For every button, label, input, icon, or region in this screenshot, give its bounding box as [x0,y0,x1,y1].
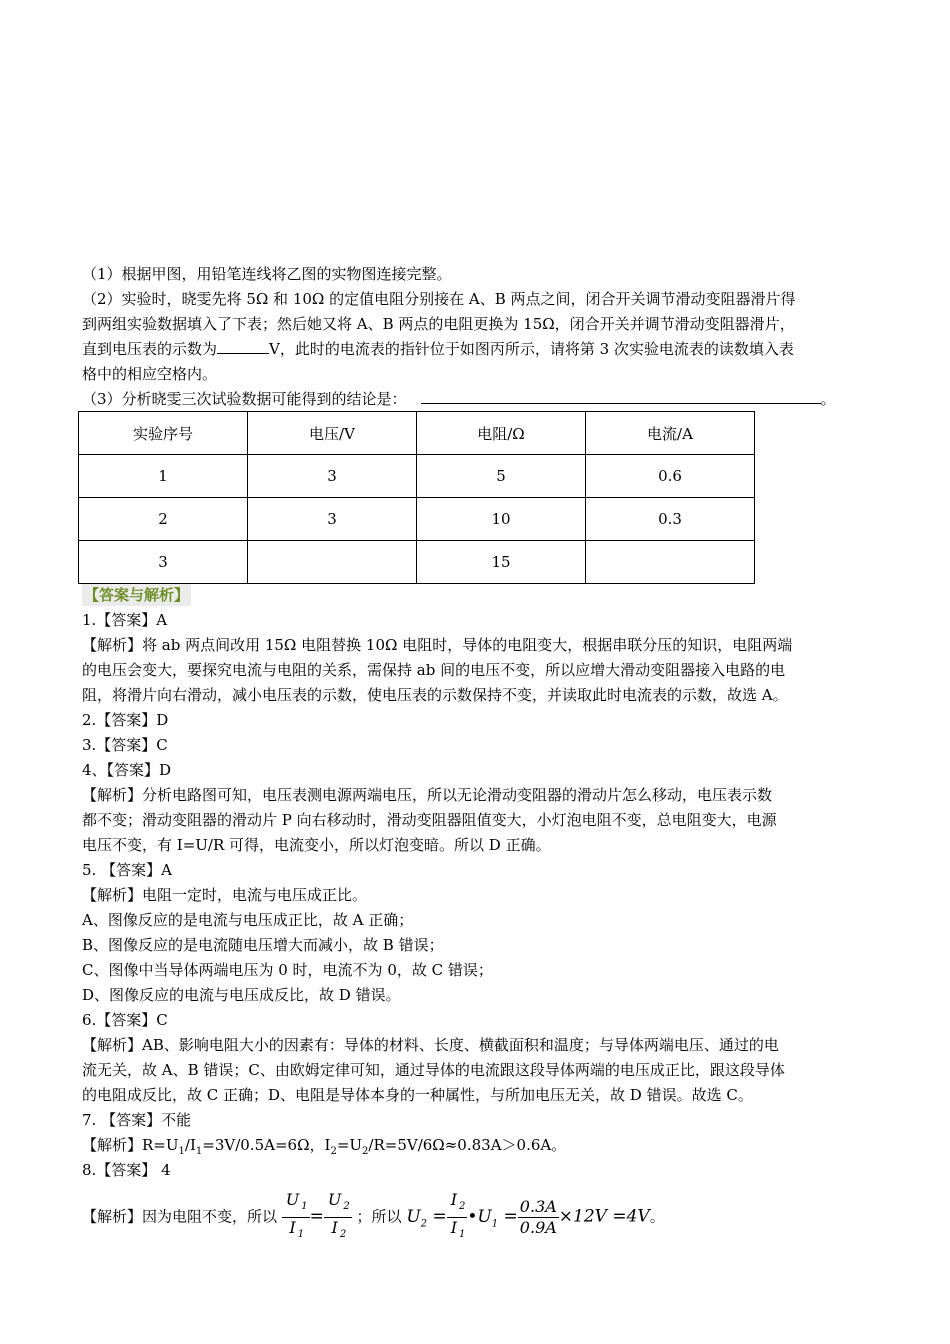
question-2-line-3 [82,337,872,361]
explanation-text: 【解析】因为电阻不变，所以 [82,1207,278,1226]
numerator: U [327,1190,342,1209]
table-header: 电阻/Ω [417,412,586,455]
answer-5-option-d: D、图像反应的电流与电压成反比，故 D 错误。 [82,986,401,1004]
times-u1 [467,1206,499,1230]
experiment-data-table [78,411,755,584]
formula-part: R=U [142,1136,179,1154]
table-row [79,498,755,541]
answer-section-heading: 【答案与解析】 [84,586,190,604]
table-header: 电压/V [248,412,417,455]
table-cell-empty[interactable] [248,541,417,584]
table-cell: 3 [248,455,417,498]
voltage-answer-blank[interactable] [217,353,269,354]
subscript: 1 [459,1229,466,1241]
symbol: U [406,1206,421,1227]
subscript: 2 [343,1201,350,1213]
fraction-u2-i2 [324,1190,352,1245]
answer-5-option-b: B、图像反应的是电流随电压增大而减小，故 B 错误； [82,936,444,954]
subscript: 1 [301,1201,308,1213]
table-cell: 2 [79,498,248,541]
table-cell: 3 [79,541,248,584]
answer-4-explanation: 电压不变，有 I=U/R 可得，电流变小，所以灯泡变暗。所以 D 正确。 [82,836,551,854]
numerator: U [285,1190,300,1209]
answer-8: 8.【答案】 4 [82,1161,171,1179]
answer-5-option-c: C、图像中当导体两端电压为 0 时，电流不为 0，故 C 错误； [82,961,493,979]
denominator: I [450,1218,458,1238]
explanation-label: 【解析】 [82,1136,143,1154]
question-2-line-2: 到两组实验数据填入了下表；然后她又将 A、B 两点的电阻更换为 15Ω，闭合开关并调节滑动变阻器滑片， [82,315,795,333]
answer-4-explanation: 都不变；滑动变阻器的滑动片 P 向右移动时，滑动变阻器阻值变大，小灯泡电阻不变，总电阻变大，电源 [82,811,777,829]
fraction-u1-i1 [282,1190,310,1245]
formula-part: =3V/0.5A=6Ω，I [202,1136,331,1154]
formula-part: =U [336,1136,363,1154]
question-3 [82,387,872,411]
explanation-period: 。 [649,1207,665,1226]
answer-7: 7. 【答案】不能 [82,1111,192,1129]
numerator: I [450,1190,458,1209]
equals-sign: = [498,1206,518,1227]
answer-6-explanation: 流无关，故 A、B 错误；C、由欧姆定律可知，通过导体的电流跟这段导体两端的电压成正比，跟这段导体 [82,1061,785,1079]
question-2-line-4: 格中的相应空格内。 [82,365,218,383]
subscript: 2 [362,1146,369,1157]
answer-3: 3.【答案】C [82,736,168,754]
formula-part: /R=5V/6Ω≈0.83A＞0.6A。 [368,1136,567,1154]
answer-1-explanation: 阻，将滑片向右滑动，减小电压表的示数，使电压表的示数保持不变，并读取此时电流表的示数，故选 A。 [82,686,788,704]
symbol: •U [467,1206,492,1227]
answer-5: 5. 【答案】A [82,861,172,879]
question-3-period: 。 [820,390,836,408]
subscript: 1 [195,1146,203,1157]
answer-6: 6.【答案】C [82,1011,168,1029]
answer-5-explanation: 【解析】电阻一定时，电流与电压成正比。 [82,886,368,904]
table-cell: 3 [248,498,417,541]
fraction-current-ratio [518,1197,559,1238]
question-2-line-1: （2）实验时，晓雯先将 5Ω 和 10Ω 的定值电阻分别接在 A、B 两点之间，闭合开关调节滑动变阻器滑片得 [82,290,796,308]
explanation-text: ；所以 [356,1207,402,1226]
formula-result: ×12V =4V [558,1206,650,1227]
answer-2: 2.【答案】D [82,711,169,729]
denominator: I [331,1218,338,1238]
subscript: 2 [339,1229,347,1241]
table-cell: 5 [417,455,586,498]
table-row [79,455,755,498]
table-cell: 0.3 [586,498,755,541]
answer-4-explanation: 【解析】分析电路图可知，电压表测电源两端电压，所以无论滑动变阻器的滑动片怎么移动，电压表示数 [82,786,773,804]
u2-symbol [406,1206,428,1230]
denominator: 0.9A [519,1218,557,1238]
subscript: 1 [178,1146,185,1157]
answer-8-explanation [82,1190,872,1241]
subscript: 1 [491,1218,499,1230]
question-1: （1）根据甲图，用铅笔连线将乙图的实物图连接完整。 [82,265,452,283]
answer-5-option-a: A、图像反应的是电流与电压成正比，故 A 正确； [82,911,414,929]
answer-6-explanation: 【解析】AB、影响电阻大小的因素有：导体的材料、长度、横截面积和温度；与导体两端电压、通过的电 [82,1036,779,1054]
answer-1: 1.【答案】A [82,611,168,629]
table-cell: 1 [79,455,248,498]
table-cell-empty[interactable] [586,541,755,584]
subscript: 2 [420,1218,428,1230]
question-3-text: （3）分析晓雯三次试验数据可能得到的结论是： [82,390,407,408]
question-2-text-cont: V，此时的电流表的指针位于如图丙所示，请将第 3 次实验电流表的读数填入表 [269,340,794,358]
conclusion-answer-blank[interactable] [421,403,821,404]
fraction-i2-i1 [447,1190,468,1245]
subscript: 1 [297,1229,305,1241]
table-cell: 10 [417,498,586,541]
answer-1-explanation: 【解析】将 ab 两点间改用 15Ω 电阻替换 10Ω 电阻时，导体的电阻变大，根据串联分压的知识，电阻两端 [82,636,793,654]
answer-4: 4、【答案】D [82,761,172,779]
table-cell: 15 [417,541,586,584]
question-2-text: 直到电压表的示数为 [82,340,218,358]
table-header: 电流/A [586,412,755,455]
answer-1-explanation: 的电压会变大，要探究电流与电阻的关系，需保持 ab 间的电压不变，所以应增大滑动变阻器接入电路的电 [82,661,786,679]
subscript: 2 [459,1201,466,1213]
formula-part: /I [184,1136,196,1154]
table-header-row [79,412,755,455]
equals-sign: = [309,1206,324,1227]
answer-6-explanation: 的电阻成反比，故 C 正确；D、电阻是导体本身的一种属性，与所加电压无关，故 D 错误。故选 C。 [82,1086,753,1104]
equals-sign: = [427,1206,447,1227]
table-header: 实验序号 [79,412,248,455]
numerator: 0.3A [519,1197,557,1217]
table-row [79,541,755,584]
subscript: 2 [330,1146,337,1157]
table-cell: 0.6 [586,455,755,498]
denominator: I [289,1218,296,1238]
